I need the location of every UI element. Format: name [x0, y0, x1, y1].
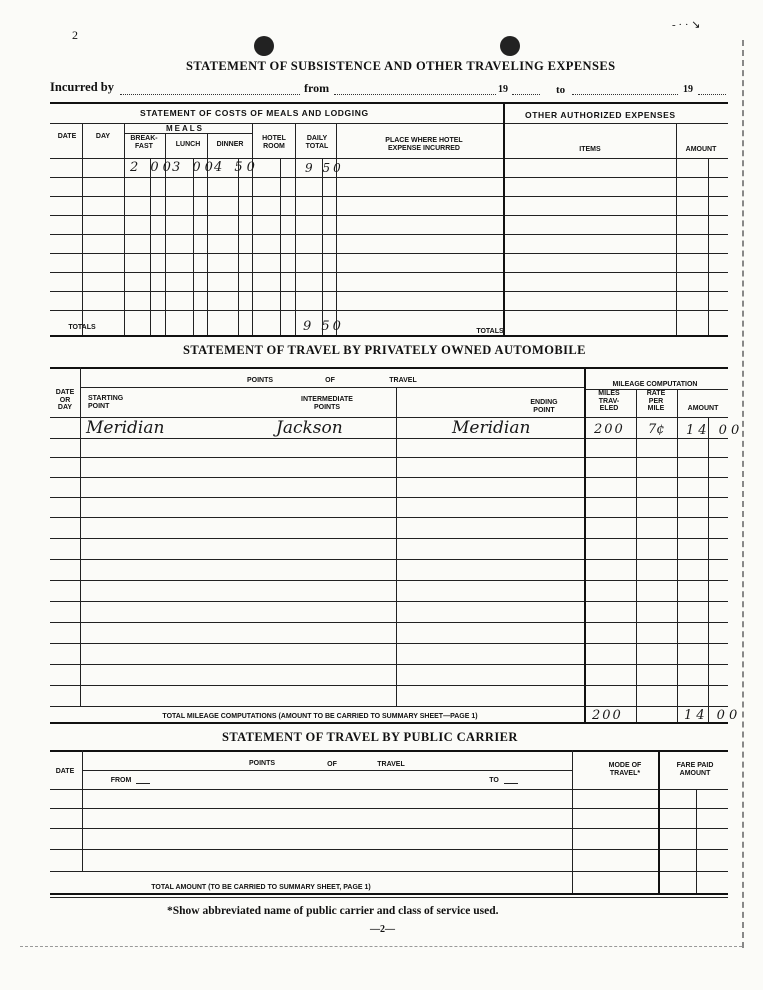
- col-place: PLACE WHERE HOTEL EXPENSE INCURRED: [385, 137, 463, 152]
- col-hotel-room: HOTEL ROOM: [262, 135, 286, 150]
- auto-col-amount: AMOUNT: [687, 405, 719, 412]
- auto-total-amount: 14 00: [684, 708, 742, 723]
- auto-points-1: POINTS: [246, 377, 274, 384]
- col-daily-total: DAILY TOTAL: [305, 135, 329, 150]
- year2-blank[interactable]: [698, 94, 726, 95]
- to-label: to: [556, 84, 566, 96]
- auto-amount-value: 14 00: [686, 423, 744, 438]
- meals-label: MEALS: [166, 124, 204, 133]
- public-total-label: TOTAL AMOUNT (TO BE CARRIED TO SUMMARY SHEET, PAGE 1): [151, 884, 371, 891]
- page-number: —2—: [370, 924, 395, 935]
- from-blank[interactable]: [334, 94, 496, 95]
- auto-points-2: OF: [325, 377, 335, 384]
- public-to-label: TO: [489, 777, 499, 784]
- col-date: DATE: [57, 133, 77, 140]
- auto-inter-value: Jackson: [276, 418, 343, 438]
- footnote: *Show abbreviated name of public carrier and class of service used.: [167, 905, 499, 917]
- page-mark: 2: [72, 28, 78, 42]
- col-breakfast: BREAK- FAST: [130, 135, 158, 150]
- public-from-label: FROM: [110, 777, 132, 784]
- meals-totals-daily: 9 50: [303, 319, 344, 334]
- page-title: STATEMENT OF SUBSISTENCE AND OTHER TRAVELING EXPENSES: [186, 59, 616, 73]
- public-col-fare: FARE PAID AMOUNT: [676, 762, 714, 777]
- col-amount: AMOUNT: [685, 146, 717, 153]
- col-lunch: LUNCH: [175, 141, 201, 148]
- mileage-title: MILEAGE COMPUTATION: [612, 381, 698, 388]
- public-points-3: TRAVEL: [377, 761, 405, 768]
- public-points-2: OF: [327, 761, 337, 768]
- meals-totals-label: TOTALS: [68, 324, 96, 331]
- auto-col-end: ENDING POINT: [530, 399, 558, 414]
- public-col-mode: MODE OF TRAVEL*: [608, 762, 642, 777]
- incurred-by-label: Incurred by: [50, 80, 115, 94]
- auto-rate-value: 7¢: [648, 422, 665, 437]
- auto-points-3: TRAVEL: [389, 377, 417, 384]
- auto-miles-value: 200: [594, 422, 625, 437]
- breakfast-value: 2 00: [130, 160, 175, 175]
- to-blank[interactable]: [572, 94, 678, 95]
- auto-end-value: Meridian: [452, 418, 531, 438]
- auto-section-title: STATEMENT OF TRAVEL BY PRIVATELY OWNED AUTOMOBILE: [183, 343, 586, 357]
- from-label: from: [304, 81, 330, 95]
- meals-section-title: STATEMENT OF COSTS OF MEALS AND LODGING: [140, 108, 369, 118]
- auto-col-inter: INTERMEDIATE POINTS: [301, 396, 353, 411]
- page-bottom-edge: [20, 946, 742, 947]
- col-day: DAY: [95, 133, 111, 140]
- auto-start-value: Meridian: [86, 418, 165, 438]
- incurred-by-blank[interactable]: [120, 94, 300, 95]
- col-items: ITEMS: [579, 146, 601, 153]
- auto-col-miles: MILES TRAV- ELED: [598, 390, 620, 412]
- year2-label: 19: [683, 84, 693, 95]
- page-right-edge: [742, 40, 744, 948]
- public-points-1: POINTS: [248, 760, 276, 767]
- lunch-value: 3 00: [172, 160, 217, 175]
- year1-blank[interactable]: [512, 94, 540, 95]
- punch-hole-right: [500, 36, 520, 56]
- auto-col-date: DATE OR DAY: [55, 389, 75, 411]
- public-col-date: DATE: [55, 768, 75, 775]
- other-expenses-title: OTHER AUTHORIZED EXPENSES: [525, 110, 676, 120]
- col-dinner: DINNER: [216, 141, 244, 148]
- other-totals-label: TOTALS: [476, 328, 504, 335]
- auto-total-label: TOTAL MILEAGE COMPUTATIONS (AMOUNT TO BE CARRIED TO SUMMARY SHEET—PAGE 1): [162, 713, 478, 720]
- auto-total-miles: 200: [592, 708, 623, 723]
- year1-label: 19: [498, 84, 508, 95]
- auto-col-rate: RATE PER MILE: [646, 390, 666, 412]
- public-section-title: STATEMENT OF TRAVEL BY PUBLIC CARRIER: [222, 730, 518, 744]
- dinner-value: 4 50: [214, 160, 259, 175]
- punch-hole-left: [254, 36, 274, 56]
- corner-mark: - · · ↘: [672, 19, 701, 31]
- auto-col-start: STARTING POINT: [88, 395, 124, 410]
- daily-total-value: 9 50: [305, 161, 344, 175]
